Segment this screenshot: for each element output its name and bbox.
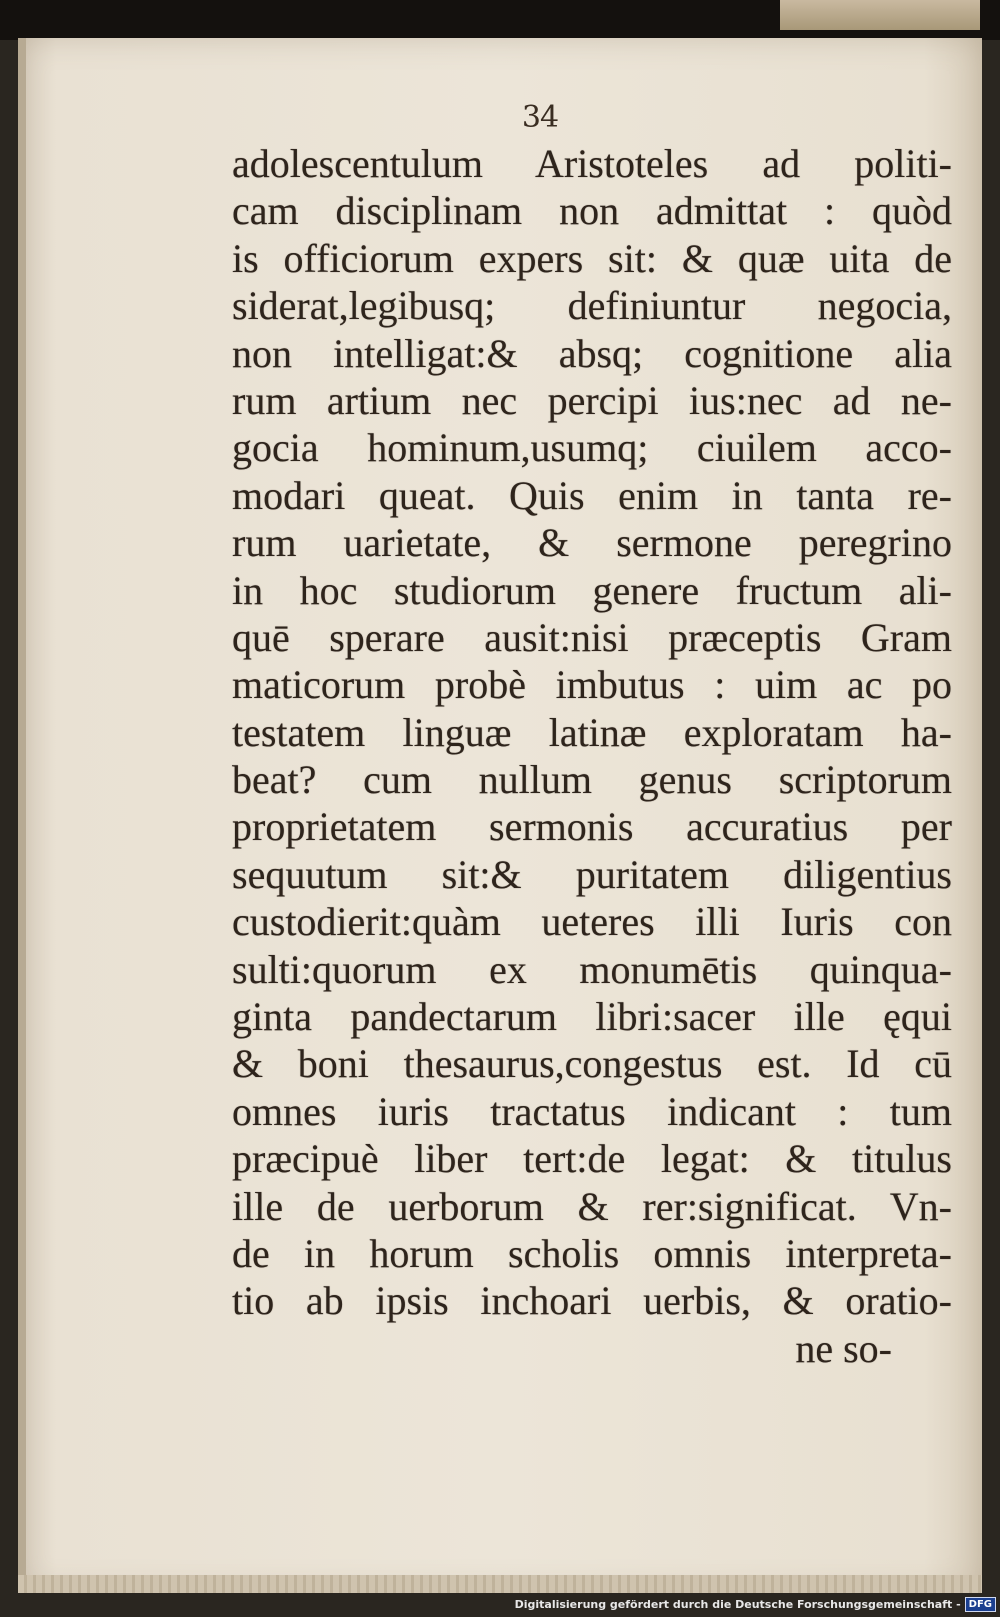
text-line: adolescentulum Aristoteles ad politi- [232,141,952,186]
text-line: rum uarietate, & sermone peregrino [232,520,952,566]
text-line: sulti:quorum ex monumētis quinqua- [232,946,952,992]
dfg-logo-icon: DFG [965,1597,996,1612]
text-line: custodierit:quàm ueteres illi Iuris con [232,899,952,945]
text-line: rum artium nec percipi ius:nec ad ne- [232,377,952,423]
adjacent-page-edge [780,0,980,30]
text-line: omnes iuris tractatus indicant : tum [232,1088,952,1134]
text-line: maticorum probè imbutus : uim ac po [232,662,952,708]
text-line: ille de uerborum & rer:significat. Vn- [232,1183,952,1229]
text-line: sequutum sit:& puritatem diligentius [232,851,952,897]
text-line: & boni thesaurus,congestus est. Id cū [232,1041,952,1087]
page-number: 34 [521,100,559,135]
text-line: de in horum scholis omnis interpreta- [232,1230,952,1276]
text-line: ginta pandectarum libri:sacer ille ęqui [232,994,952,1040]
page-bottom-edge [18,1575,982,1593]
credit-text: Digitalisierung gefördert durch die Deutsche Forschungsgemeinschaft - [514,1597,961,1611]
text-line: beat? cum nullum genus scriptorum [232,757,952,803]
text-line: testatem linguæ latinæ exploratam ha- [232,709,952,755]
text-line: is officiorum expers sit: & quæ uita de [232,235,952,281]
text-line: gocia hominum,usumq; ciuilem acco- [232,425,952,471]
page-text [232,140,952,1372]
page-gutter [18,38,26,1591]
text-line: modari queat. Quis enim in tanta re- [232,472,952,518]
catchword: ne so- [795,1325,892,1371]
digitization-credit [515,1595,996,1613]
text-line: non intelligat:& absq; cognitione alia [232,330,952,376]
text-line: proprietatem sermonis accuratius per [232,804,952,850]
text-line: in hoc studiorum genere fructum ali- [232,567,952,613]
text-line: quē sperare ausit:nisi præceptis Gram [232,614,952,660]
text-line: cam disciplinam non admittat : quòd [232,188,952,234]
text-line: tio ab ipsis inchoari uerbis, & oratio- [232,1278,952,1324]
text-line: siderat,legibusq; definiuntur negocia, [232,283,952,329]
text-line: præcipuè liber tert:de legat: & titulus [232,1136,952,1182]
